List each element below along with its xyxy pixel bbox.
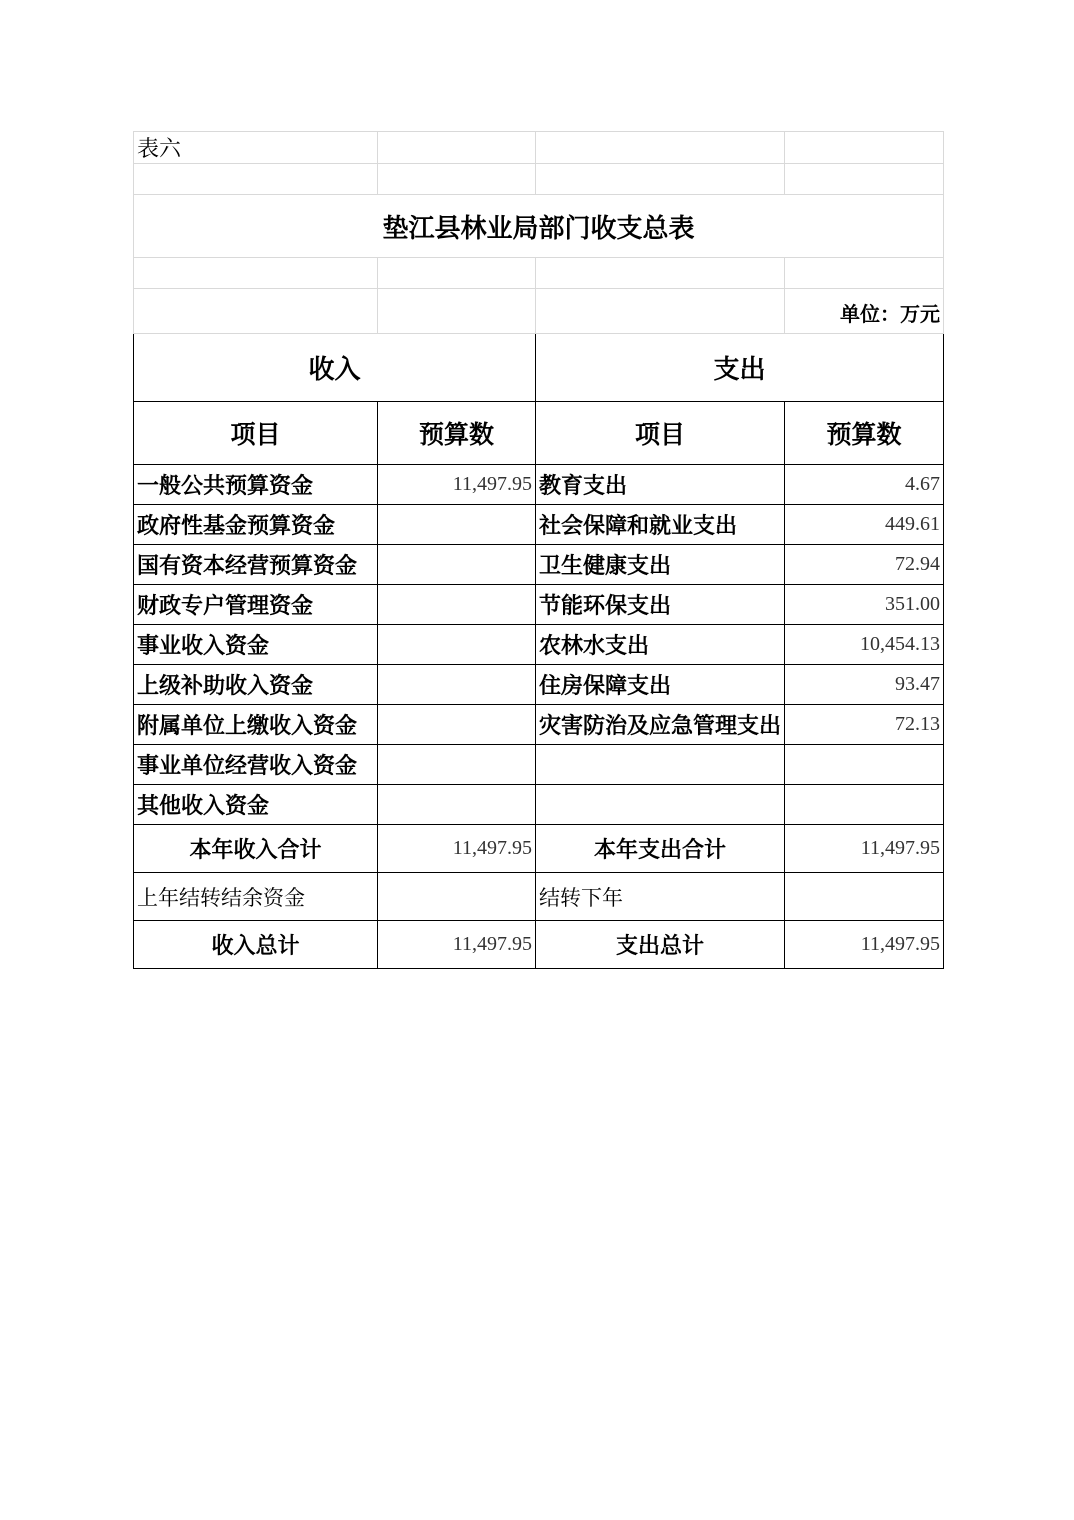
column-header-row — [134, 402, 944, 465]
income-value-cell — [378, 505, 536, 545]
expense-value-cell: 449.61 — [785, 505, 944, 545]
unit-label: 单位：万元 — [785, 289, 944, 334]
empty-cell — [785, 132, 944, 164]
expense-value-cell: 72.94 — [785, 545, 944, 585]
table-number: 表六 — [134, 132, 378, 164]
expense-value-cell: 93.47 — [785, 665, 944, 705]
expense-value-cell: 351.00 — [785, 585, 944, 625]
income-item-cell: 财政专户管理资金 — [134, 585, 378, 625]
income-item-cell: 其他收入资金 — [134, 785, 378, 825]
income-item-cell: 附属单位上缴收入资金 — [134, 705, 378, 745]
expense-item-cell: 社会保障和就业支出 — [536, 505, 785, 545]
expense-item-cell: 卫生健康支出 — [536, 545, 785, 585]
expense-item-cell: 节能环保支出 — [536, 585, 785, 625]
income-value-cell — [378, 545, 536, 585]
expense-item-cell: 农林水支出 — [536, 625, 785, 665]
income-value-cell: 11,497.95 — [378, 465, 536, 505]
unit-row — [134, 289, 944, 334]
empty-cell — [378, 132, 536, 164]
empty-cell — [134, 258, 378, 289]
expense-value-cell: 4.67 — [785, 465, 944, 505]
total-income-value: 11,497.95 — [378, 921, 536, 969]
expense-section-header: 支出 — [536, 334, 944, 402]
carryover-income-label: 上年结转结余资金 — [134, 873, 378, 921]
total-income-label: 收入总计 — [134, 921, 378, 969]
table-row — [134, 465, 944, 505]
summary-table — [133, 131, 944, 969]
empty-cell — [378, 164, 536, 195]
income-budget-header: 预算数 — [378, 402, 536, 465]
income-item-cell: 政府性基金预算资金 — [134, 505, 378, 545]
table-row — [134, 545, 944, 585]
income-item-cell: 国有资本经营预算资金 — [134, 545, 378, 585]
income-value-cell — [378, 785, 536, 825]
title-row — [134, 195, 944, 258]
carryover-expense-value — [785, 873, 944, 921]
empty-cell — [134, 164, 378, 195]
total-expense-value: 11,497.95 — [785, 921, 944, 969]
income-value-cell — [378, 585, 536, 625]
empty-cell — [785, 258, 944, 289]
income-item-cell: 事业单位经营收入资金 — [134, 745, 378, 785]
page-title: 垫江县林业局部门收支总表 — [134, 195, 944, 258]
income-value-cell — [378, 705, 536, 745]
expense-item-cell: 教育支出 — [536, 465, 785, 505]
subtotal-income-value: 11,497.95 — [378, 825, 536, 873]
expense-value-cell — [785, 745, 944, 785]
expense-item-cell: 住房保障支出 — [536, 665, 785, 705]
expense-value-cell — [785, 785, 944, 825]
sheet-row — [134, 164, 944, 195]
carryover-income-value — [378, 873, 536, 921]
subtotal-income-label: 本年收入合计 — [134, 825, 378, 873]
total-row — [134, 921, 944, 969]
table-row — [134, 505, 944, 545]
expense-item-cell — [536, 785, 785, 825]
table-row — [134, 745, 944, 785]
empty-cell — [536, 258, 785, 289]
income-item-cell: 上级补助收入资金 — [134, 665, 378, 705]
income-value-cell — [378, 745, 536, 785]
total-expense-label: 支出总计 — [536, 921, 785, 969]
expense-item-header: 项目 — [536, 402, 785, 465]
sheet-row — [134, 258, 944, 289]
empty-cell — [378, 258, 536, 289]
income-value-cell — [378, 665, 536, 705]
empty-cell — [536, 164, 785, 195]
income-section-header: 收入 — [134, 334, 536, 402]
table-row — [134, 625, 944, 665]
budget-sheet — [133, 131, 943, 969]
income-item-cell: 一般公共预算资金 — [134, 465, 378, 505]
expense-item-cell — [536, 745, 785, 785]
section-header-row — [134, 334, 944, 402]
subtotal-expense-value: 11,497.95 — [785, 825, 944, 873]
expense-item-cell: 灾害防治及应急管理支出 — [536, 705, 785, 745]
expense-value-cell: 10,454.13 — [785, 625, 944, 665]
table-row — [134, 665, 944, 705]
subtotal-expense-label: 本年支出合计 — [536, 825, 785, 873]
empty-cell — [536, 289, 785, 334]
subtotal-row — [134, 825, 944, 873]
carryover-expense-label: 结转下年 — [536, 873, 785, 921]
table-row — [134, 705, 944, 745]
table-row — [134, 585, 944, 625]
income-value-cell — [378, 625, 536, 665]
empty-cell — [536, 132, 785, 164]
income-item-cell: 事业收入资金 — [134, 625, 378, 665]
expense-budget-header: 预算数 — [785, 402, 944, 465]
empty-cell — [785, 164, 944, 195]
income-item-header: 项目 — [134, 402, 378, 465]
empty-cell — [134, 289, 378, 334]
expense-value-cell: 72.13 — [785, 705, 944, 745]
empty-cell — [378, 289, 536, 334]
table-row — [134, 785, 944, 825]
sheet-row — [134, 132, 944, 164]
carryover-row — [134, 873, 944, 921]
